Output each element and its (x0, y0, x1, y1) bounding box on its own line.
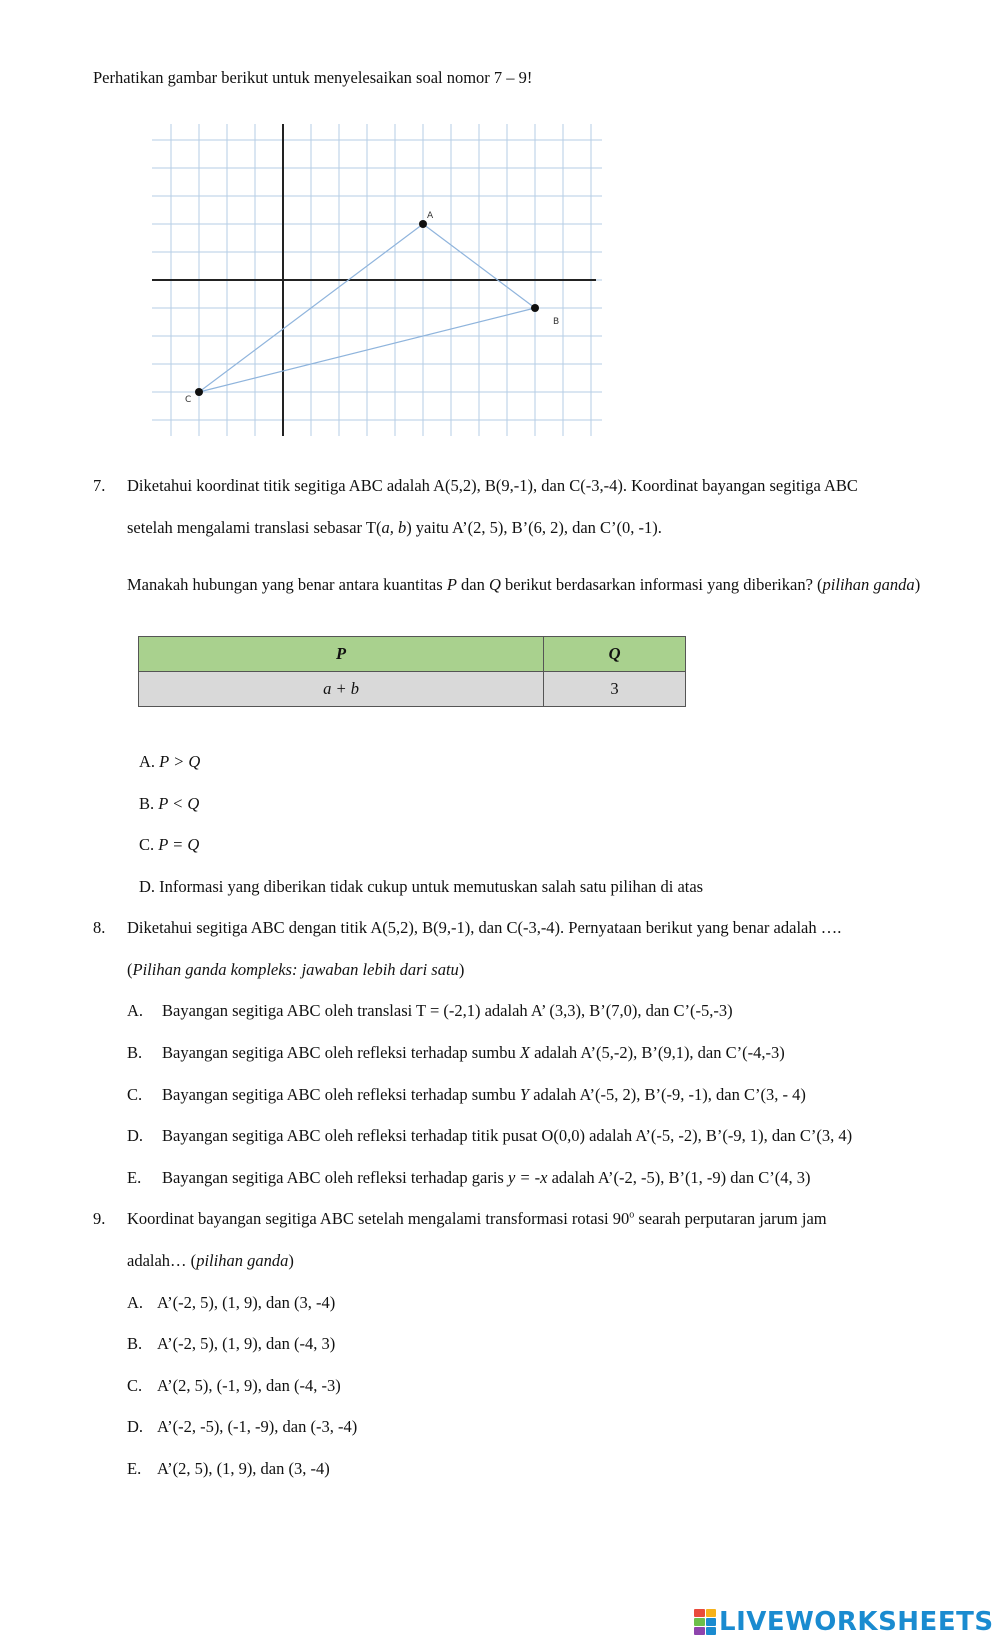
point-label-b: B (553, 317, 560, 327)
point-c (195, 388, 203, 396)
q8-option-d-letter[interactable]: D. (127, 1126, 144, 1145)
q9-line1: Koordinat bayangan segitiga ABC setelah mengalami transformasi rotasi 90$^o$ searah perputaran jarum jam (127, 1209, 827, 1228)
pq-table (138, 636, 686, 707)
q9-option-d-letter[interactable]: D. (127, 1417, 144, 1436)
pq-header-q: Q (544, 637, 686, 672)
point-a (419, 220, 427, 228)
q9-option-e-letter[interactable]: E. (127, 1459, 142, 1478)
pq-value-q: 3 (544, 672, 686, 707)
q8-option-b-letter[interactable]: B. (127, 1043, 143, 1062)
q8-option-e-letter[interactable]: E. (127, 1168, 142, 1187)
q9-number: 9. (93, 1209, 106, 1228)
q9-option-a[interactable]: A’(-2, 5), (1, 9), dan (3, -4) (157, 1293, 336, 1312)
q7-option-c[interactable]: C. P = Q (139, 835, 200, 854)
q9-option-b[interactable]: A’(-2, 5), (1, 9), dan (-4, 3) (157, 1334, 336, 1353)
q8-option-b[interactable]: Bayangan segitiga ABC oleh refleksi terhadap sumbu X adalah A’(5,-2), B’(9,1), dan C’(-4,-3) (162, 1043, 785, 1062)
q9-option-d[interactable]: A’(-2, -5), (-1, -9), dan (-3, -4) (157, 1417, 358, 1436)
point-b (531, 304, 539, 312)
pq-table-row (139, 672, 686, 707)
q8-option-c[interactable]: Bayangan segitiga ABC oleh refleksi terhadap sumbu Y adalah A’(-5, 2), B’(-9, -1), dan C’(3, - 4) (162, 1085, 806, 1104)
point-label-c: C (185, 395, 192, 405)
q7-prompt: Manakah hubungan yang benar antara kuantitas P dan Q berikut berdasarkan informasi yang diberikan? (pilihan ganda) (127, 575, 921, 594)
q8-option-d[interactable]: Bayangan segitiga ABC oleh refleksi terhadap titik pusat O(0,0) adalah A’(-5, -2), B’(-9, 1), dan C’(3, 4) (162, 1126, 853, 1145)
liveworksheets-logo-text: LIVEWORKSHEETS (719, 1607, 994, 1637)
q9-option-c-letter[interactable]: C. (127, 1376, 143, 1395)
pq-header-p: P (139, 637, 544, 672)
q8-option-a-letter[interactable]: A. (127, 1001, 144, 1020)
intro-text: Perhatikan gambar berikut untuk menyelesaikan soal nomor 7 – 9! (93, 68, 533, 87)
q7-line1: Diketahui koordinat titik segitiga ABC adalah A(5,2), B(9,-1), dan C(-3,-4). Koordinat bayangan segitiga ABC (127, 476, 858, 495)
liveworksheets-logo (694, 1604, 994, 1640)
q8-tag: (Pilihan ganda kompleks: jawaban lebih dari satu) (127, 960, 465, 979)
q8-option-e[interactable]: Bayangan segitiga ABC oleh refleksi terhadap garis y = -x adalah A’(-2, -5), B’(1, -9) dan C’(4, 3) (162, 1168, 811, 1187)
q8-option-a[interactable]: Bayangan segitiga ABC oleh translasi T = (-2,1) adalah A’ (3,3), B’(7,0), dan C’(-5,-3) (162, 1001, 733, 1020)
q8-line1: Diketahui segitiga ABC dengan titik A(5,2), B(9,-1), dan C(-3,-4). Pernyataan berikut yang benar adalah …. (127, 918, 842, 937)
q9-option-e[interactable]: A’(2, 5), (1, 9), dan (3, -4) (157, 1459, 330, 1478)
point-label-a: A (427, 211, 434, 221)
q7-option-b[interactable]: B. P < Q (139, 794, 200, 813)
pq-value-p: a + b (139, 672, 544, 707)
q9-option-c[interactable]: A’(2, 5), (-1, 9), dan (-4, -3) (157, 1376, 341, 1395)
q9-option-a-letter[interactable]: A. (127, 1293, 144, 1312)
q7-option-d[interactable]: D. Informasi yang diberikan tidak cukup untuk memutuskan salah satu pilihan di atas (139, 877, 704, 896)
q7-option-a[interactable]: A. P > Q (139, 752, 201, 771)
coordinate-grid-figure (152, 124, 602, 436)
liveworksheets-logo-icon (694, 1609, 716, 1635)
pq-table-header (139, 637, 686, 672)
axes (152, 124, 596, 436)
q9-option-b-letter[interactable]: B. (127, 1334, 143, 1353)
q8-option-c-letter[interactable]: C. (127, 1085, 143, 1104)
q7-number: 7. (93, 476, 106, 495)
q8-number: 8. (93, 918, 106, 937)
q7-line2: setelah mengalami translasi sebasar T(a, b) yaitu A’(2, 5), B’(6, 2), dan C’(0, -1). (127, 518, 662, 537)
q9-line2: adalah… (pilihan ganda) (127, 1251, 294, 1270)
